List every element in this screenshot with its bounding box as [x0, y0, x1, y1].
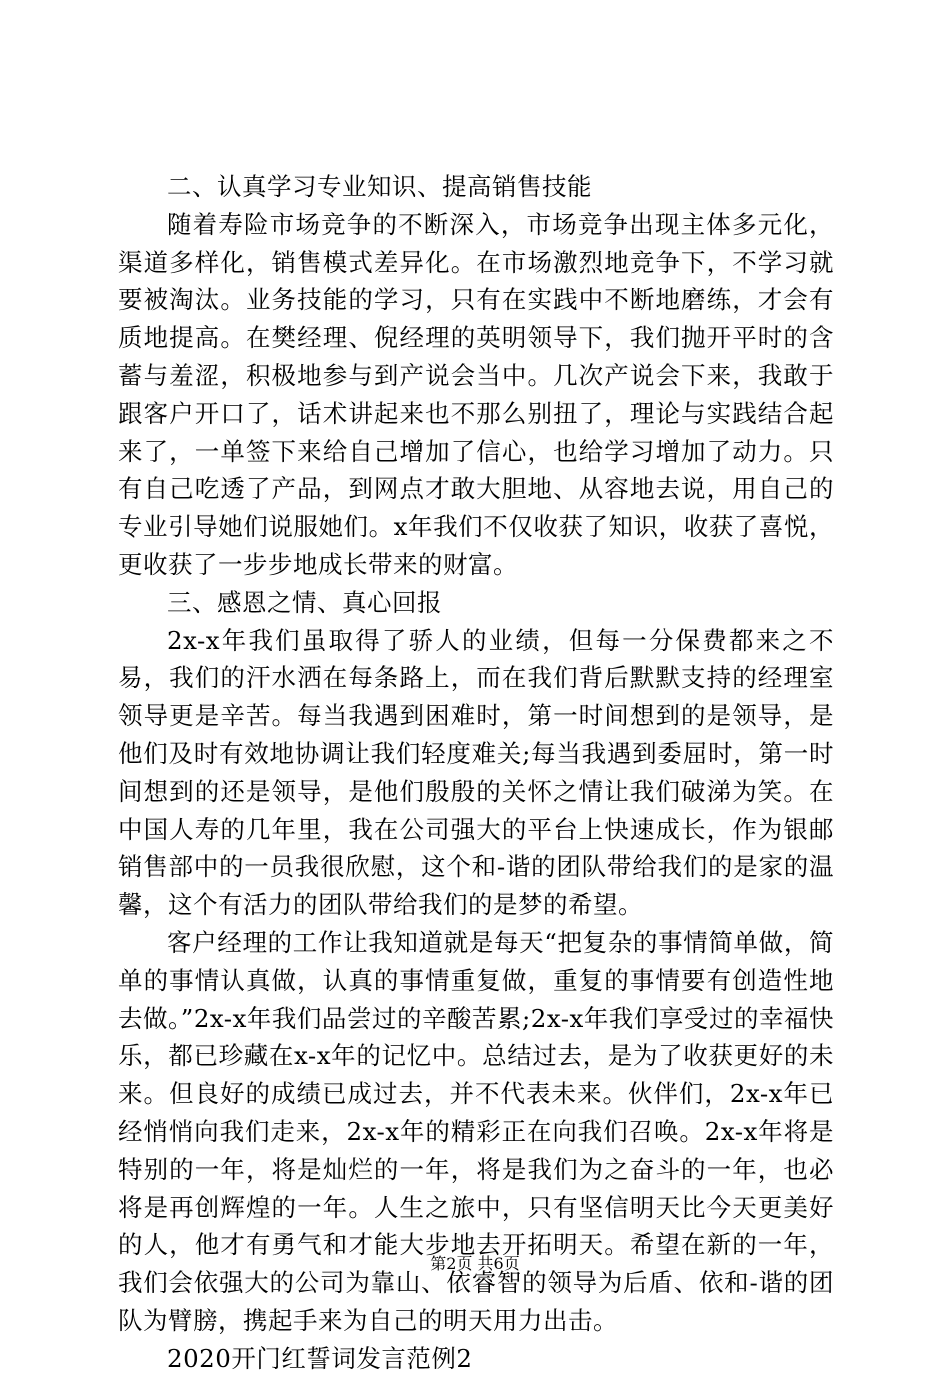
section-heading-3: 三、感恩之情、真心回报: [167, 587, 442, 617]
page-number-footer: 第2页 共6页: [430, 1254, 520, 1273]
body-paragraph: 客户经理的工作让我知道就是每天“把复杂的事情简单做，简单的事情认真做，认真的事情重复做，重复的事情要有创造性地去做。”2x-x年我们品尝过的辛酸苦累;2x-x年我们享受过的幸福快乐，都已珍藏在x-x年的记忆中。总结过去，是为了收获更好的未来。但良好的成绩已成过去，并不代表未来。伙伴们，2x-x年已经悄悄向我们走来，2x-x年的精彩正在向我们召唤。2x-x年将是特别的一年，将是灿烂的一年，将是我们为之奋斗的一年，也必将是再创辉煌的一年。人生之旅中，只有坚信明天比今天更美好的人，他才有勇气和才能大步地去开拓明天。希望在新的一年，我们会依强大的公司为靠山、依睿智的领导为后盾、依和-谐的团队为臂膀，携起手来为自己的明天用力出击。: [118, 927, 834, 1335]
next-document-title: 2020开门红誓词发言范例2: [167, 1343, 473, 1373]
body-paragraph: 2x-x年我们虽取得了骄人的业绩，但每一分保费都来之不易，我们的汗水洒在每条路上，而在我们背后默默支持的经理室领导更是辛苦。每当我遇到困难时，第一时间想到的是领导，是他们及时有效地协调让我们轻度难关;每当我遇到委屈时，第一时间想到的还是领导，是他们殷殷的关怀之情让我们破涕为笑。在中国人寿的几年里，我在公司强大的平台上快速成长，作为银邮销售部中的一员我很欣慰，这个和-谐的团队带给我们的是家的温馨，这个有活力的团队带给我们的是梦的希望。: [118, 625, 834, 920]
body-paragraph: 随着寿险市场竞争的不断深入，市场竞争出现主体多元化，渠道多样化，销售模式差异化。在市场激烈地竞争下，不学习就要被淘汰。业务技能的学习，只有在实践中不断地磨练，才会有质地提高。在樊经理、倪经理的英明领导下，我们抛开平时的含蓄与羞涩，积极地参与到产说会当中。几次产说会下来，我敢于跟客户开口了，话术讲起来也不那么别扭了，理论与实践结合起来了，一单签下来给自己增加了信心，也给学习增加了动力。只有自己吃透了产品，到网点才敢大胆地、从容地去说，用自己的专业引导她们说服她们。x年我们不仅收获了知识，收获了喜悦，更收获了一步步地成长带来的财富。: [118, 209, 834, 579]
section-heading-2: 二、认真学习专业知识、提高销售技能: [167, 172, 592, 201]
document-body: [118, 168, 834, 1378]
